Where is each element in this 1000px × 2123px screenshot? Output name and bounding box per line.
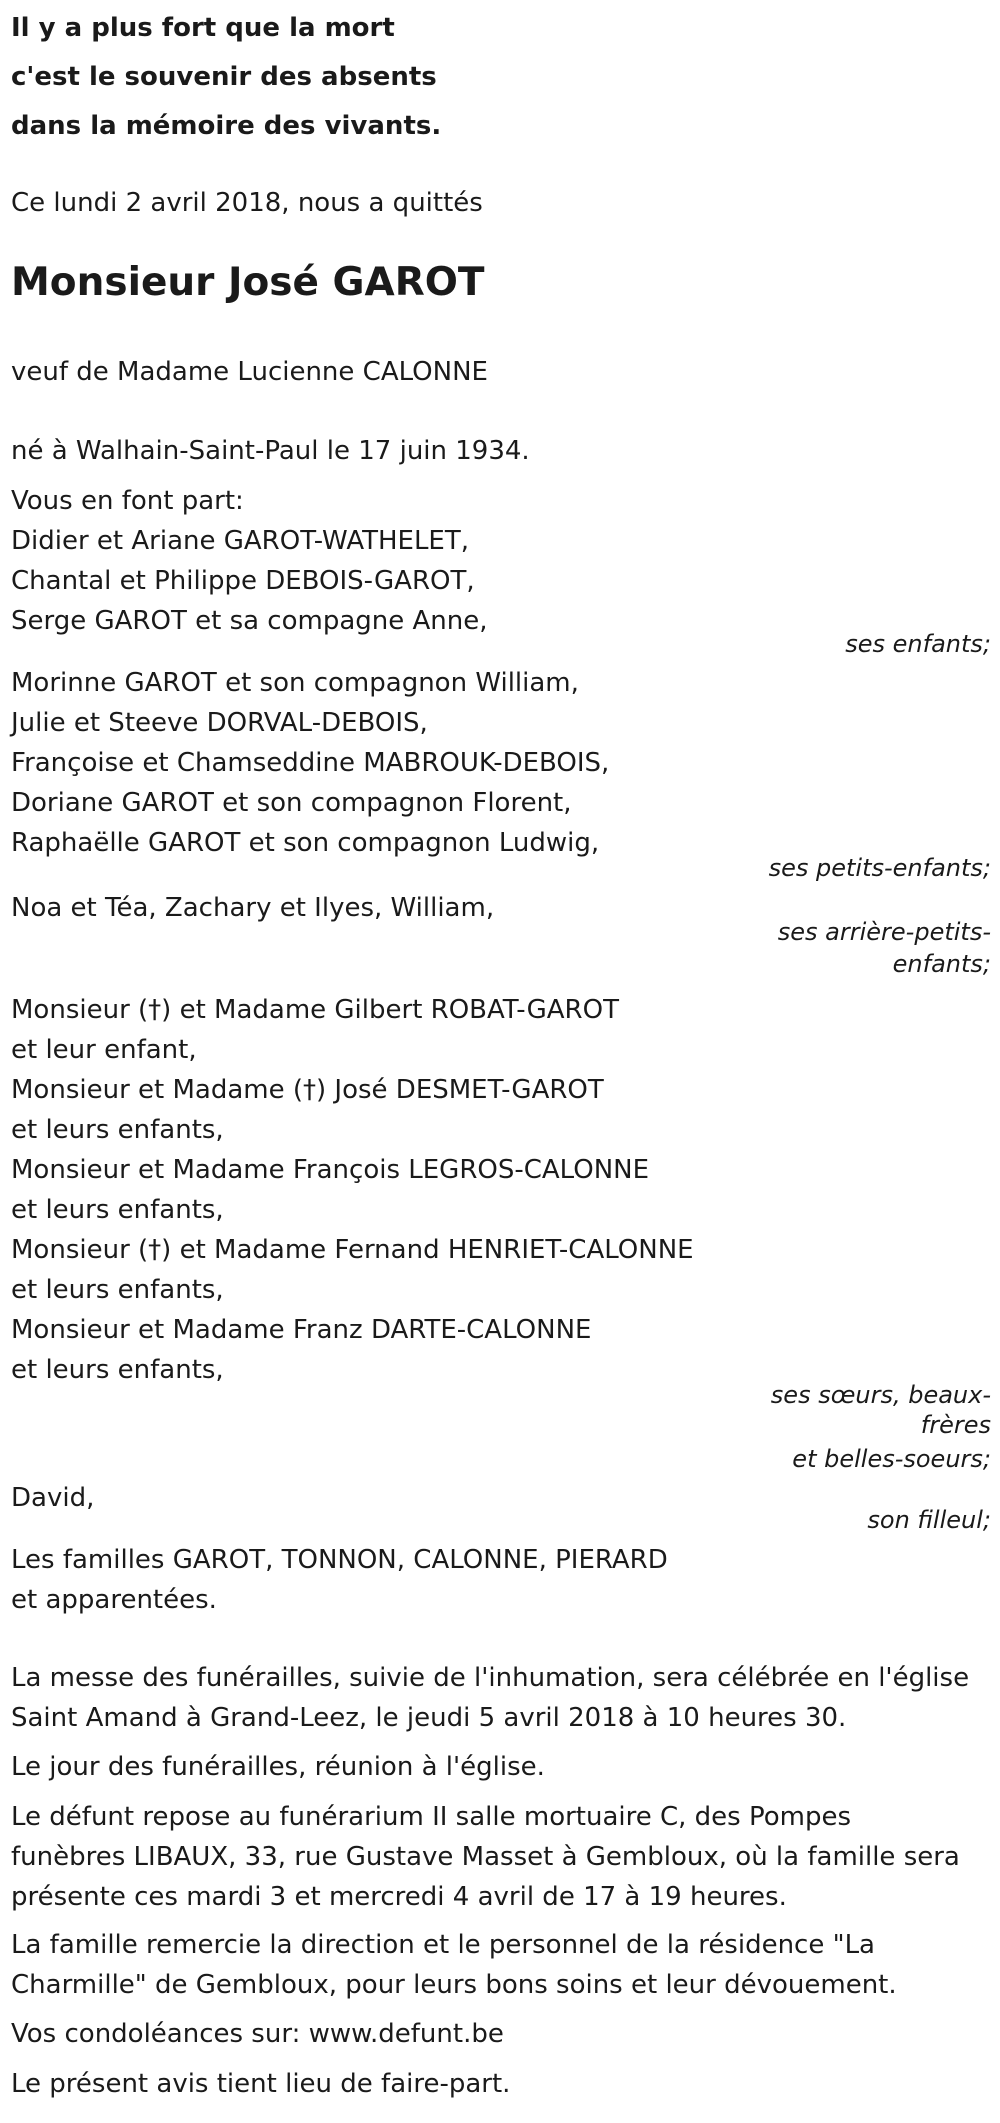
godson-relation: son filleul;: [867, 1506, 991, 1534]
condolences-line: Vos condoléances sur: www.defunt.be: [11, 2019, 504, 2049]
list-item: et leur enfant,: [11, 1035, 197, 1065]
funeral-paragraph: [11, 1658, 969, 1738]
paragraph-line: présente ces mardi 3 et mercredi 4 avril de 17 à 19 heures.: [11, 1882, 787, 1912]
families-block: [11, 1540, 668, 1620]
paragraph-line: funèbres LIBAUX, 33, rue Gustave Masset à Gembloux, où la famille sera: [11, 1842, 960, 1872]
epitaph-quote: [11, 4, 441, 151]
list-item: et leurs enfants,: [11, 1195, 224, 1225]
great-grandchildren-line: Noa et Téa, Zachary et Ilyes, William,: [11, 893, 495, 923]
list-item: Raphaëlle GAROT et son compagnon Ludwig,: [11, 828, 600, 858]
list-item: et leurs enfants,: [11, 1115, 224, 1145]
list-item: Monsieur et Madame (†) José DESMET-GAROT: [11, 1075, 604, 1105]
thanks-paragraph: [11, 1925, 897, 2005]
quote-line: c'est le souvenir des absents: [11, 62, 437, 92]
list-item: Françoise et Chamseddine MABROUK-DEBOIS,: [11, 748, 610, 778]
list-item: Monsieur (†) et Madame Fernand HENRIET-CALONNE: [11, 1235, 694, 1265]
deceased-name: Monsieur José GAROT: [11, 260, 485, 305]
list-item: Julie et Steeve DORVAL-DEBOIS,: [11, 708, 428, 738]
list-item: Serge GAROT et sa compagne Anne,: [11, 606, 488, 636]
list-item: Monsieur (†) et Madame Gilbert ROBAT-GAROT: [11, 995, 619, 1025]
grandchildren-list: [11, 663, 609, 863]
list-item: Monsieur et Madame Franz DARTE-CALONNE: [11, 1315, 592, 1345]
families-line: et apparentées.: [11, 1585, 217, 1615]
siblings-list: [11, 990, 694, 1390]
godson-line: David,: [11, 1483, 95, 1513]
relation-line: ses sœurs, beaux-: [770, 1381, 991, 1409]
paragraph-line: La messe des funérailles, suivie de l'inhumation, sera célébrée en l'église: [11, 1663, 970, 1693]
rest-paragraph: [11, 1797, 960, 1917]
children-relation: ses enfants;: [845, 630, 991, 658]
list-item: Morinne GAROT et son compagnon William,: [11, 668, 579, 698]
paragraph-line: Saint Amand à Grand-Leez, le jeudi 5 avril 2018 à 10 heures 30.: [11, 1703, 847, 1733]
widower-line: veuf de Madame Lucienne CALONNE: [11, 357, 488, 387]
birth-line: né à Walhain-Saint-Paul le 17 juin 1934.: [11, 436, 530, 466]
relation-line: ses arrière-petits-: [777, 918, 991, 946]
quote-line: Il y a plus fort que la mort: [11, 13, 395, 43]
families-line: Les familles GAROT, TONNON, CALONNE, PIERARD: [11, 1545, 668, 1575]
paragraph-line: Charmille" de Gembloux, pour leurs bons soins et leur dévouement.: [11, 1970, 897, 2000]
relation-line: frères: [920, 1411, 991, 1439]
quote-line: dans la mémoire des vivants.: [11, 111, 442, 141]
great-grandchildren-relation: [11, 916, 991, 980]
list-item: Monsieur et Madame François LEGROS-CALONNE: [11, 1155, 650, 1185]
paragraph-line: Le défunt repose au funérarium II salle mortuaire C, des Pompes: [11, 1802, 852, 1832]
relation-line: enfants;: [892, 950, 991, 978]
siblings-relation: [11, 1380, 991, 1440]
list-item: Didier et Ariane GAROT-WATHELET,: [11, 526, 470, 556]
paragraph-line: La famille remercie la direction et le personnel de la résidence "La: [11, 1930, 875, 1960]
list-item: Chantal et Philippe DEBOIS-GAROT,: [11, 566, 475, 596]
list-item: et leurs enfants,: [11, 1355, 224, 1385]
meeting-line: Le jour des funérailles, réunion à l'église.: [11, 1752, 545, 1782]
list-item: et leurs enfants,: [11, 1275, 224, 1305]
siblings-relation-cont: et belles-soeurs;: [792, 1445, 991, 1473]
death-date: Ce lundi 2 avril 2018, nous a quittés: [11, 188, 483, 218]
list-item: Doriane GAROT et son compagnon Florent,: [11, 788, 572, 818]
grandchildren-relation: ses petits-enfants;: [768, 854, 991, 882]
notice-line: Le présent avis tient lieu de faire-part.: [11, 2069, 511, 2099]
announce-line: Vous en font part:: [11, 486, 244, 516]
children-list: [11, 481, 488, 641]
